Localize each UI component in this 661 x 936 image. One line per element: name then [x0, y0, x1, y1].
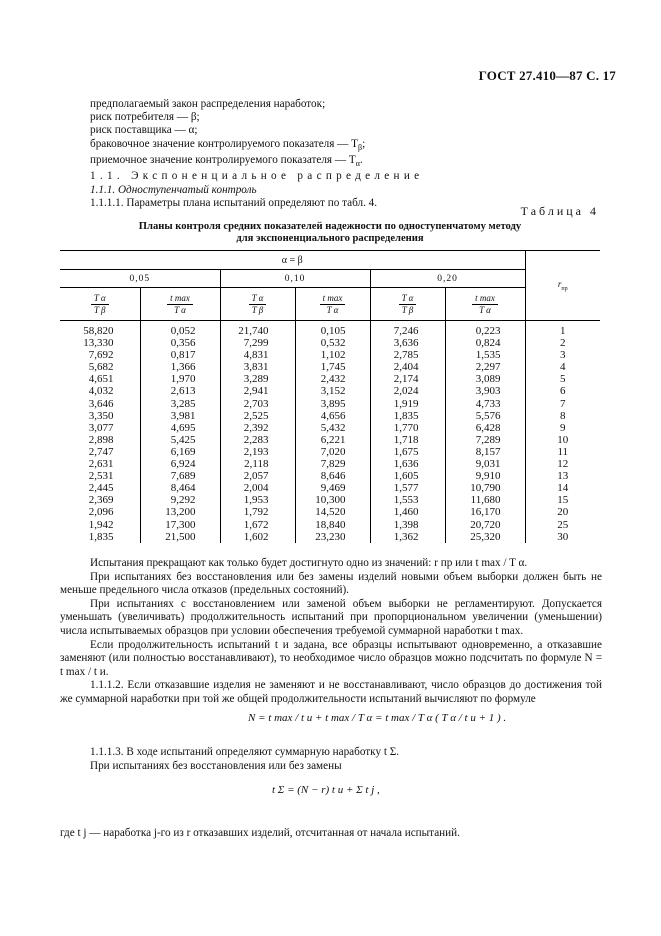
table-cell: 1,366	[140, 361, 220, 373]
table-cell: 3	[560, 349, 566, 362]
table-cell: 2,057	[220, 470, 295, 482]
paragraph: Испытания прекращают как только будет достигнуто одно из значений: r пр или t max / T α.	[90, 557, 528, 569]
table-cell: 0,105	[295, 321, 370, 338]
table-cell: 12	[557, 458, 569, 471]
table-cell: 9	[560, 421, 566, 434]
page-header: ГОСТ 27.410—87 С. 17	[478, 68, 616, 83]
frac-header: $\frac{\text{t max}}{\text{T α}}$	[445, 288, 525, 321]
paragraph: Если продолжительность испытаний t и задана, все образцы испытывают одновременно, а отказавшие заменяют (или полностью восстанавливают), то необходимое число образцов можно подсчитать по формуле N = t max / t и.	[60, 638, 602, 678]
table-cell: 0,356	[140, 337, 220, 349]
table-cell: 1,745	[295, 361, 370, 373]
frac-header: $\frac{\text{t max}}{\text{T α}}$	[295, 288, 370, 321]
table-row	[60, 410, 600, 422]
intro-line: браковочное значение контролируемого показателя — $T_\beta$;	[90, 137, 366, 152]
table-cell: 1,535	[445, 349, 525, 361]
table-row	[60, 349, 600, 361]
plans-table	[60, 250, 600, 543]
table-cell: 2,785	[370, 349, 445, 361]
group-header: 0,05	[60, 270, 220, 288]
table-cell: 3,895	[295, 398, 370, 410]
table-cell: 10	[557, 433, 569, 446]
table-row	[60, 531, 600, 543]
table-cell: 20,720	[445, 519, 525, 531]
table-cell: 10,790	[445, 482, 525, 494]
table-cell: 25,320	[445, 531, 525, 543]
table-row	[60, 398, 600, 410]
table-row	[60, 470, 600, 482]
group-header: 0,20	[370, 270, 525, 288]
table-cell: 9,031	[445, 458, 525, 470]
table-cell: 4,656	[295, 410, 370, 422]
table-cell: 5,576	[445, 410, 525, 422]
table-title: Планы контроля средних показателей надежности по одноступенчатому методу для экспоненциального распределения	[138, 221, 522, 244]
table-cell: 4,733	[445, 398, 525, 410]
table-cell: 3,903	[445, 385, 525, 397]
table-cell: 17,300	[140, 519, 220, 531]
table-cell: 6	[560, 385, 566, 398]
table-cell: 2,297	[445, 361, 525, 373]
table-cell: 1	[560, 325, 566, 337]
table-label: Таблица 4	[520, 204, 599, 218]
table-cell: 2,024	[370, 385, 445, 397]
table-row	[60, 373, 600, 385]
table-row	[60, 446, 600, 458]
table-cell: 2,613	[140, 385, 220, 397]
table-cell: 2,369	[60, 494, 140, 506]
formula-t-sum: t Σ = (N − r) t и + Σ t j ,	[272, 784, 380, 796]
table-row	[60, 434, 600, 446]
table-cell: 10,300	[295, 494, 370, 506]
table-cell: 2,174	[370, 373, 445, 385]
table-cell: 0,824	[445, 337, 525, 349]
table-cell: 8,157	[445, 446, 525, 458]
table-cell: 2,531	[60, 470, 140, 482]
table-cell: 23,230	[295, 531, 370, 543]
intro-line: риск потребителя — β;	[90, 111, 200, 124]
frac-header: $\frac{\text{T α}}{\text{T β}}$	[60, 288, 140, 321]
table-cell: 1,602	[220, 531, 295, 543]
table-cell: 2,445	[60, 482, 140, 494]
table-cell: 4,651	[60, 373, 140, 385]
table-cell: 2,941	[220, 385, 295, 397]
table-cell: 13,200	[140, 506, 220, 518]
table-cell: 1,398	[370, 519, 445, 531]
table-cell: 5,682	[60, 361, 140, 373]
section-paragraph: 1.1.1.1. Параметры плана испытаний определяют по табл. 4.	[90, 196, 378, 209]
alpha-beta-header: α = β	[60, 251, 525, 270]
intro-line: приемочное значение контролируемого показателя — $T_\alpha$.	[90, 154, 363, 169]
table-cell: 4,831	[220, 349, 295, 361]
table-cell: 1,672	[220, 519, 295, 531]
table-cell: 3,981	[140, 410, 220, 422]
table-cell: 1,919	[370, 398, 445, 410]
table-cell: 2,193	[220, 446, 295, 458]
table-cell: 0,532	[295, 337, 370, 349]
table-cell: 1,970	[140, 373, 220, 385]
group-header: 0,10	[220, 270, 370, 288]
table-cell: 9,910	[445, 470, 525, 482]
table-cell: 20	[557, 506, 569, 519]
table-cell: 8,464	[140, 482, 220, 494]
table-cell: 4,695	[140, 422, 220, 434]
table-cell: 6,924	[140, 458, 220, 470]
table-cell: 14	[557, 482, 569, 495]
table-row	[60, 385, 600, 397]
table-cell: 5,432	[295, 422, 370, 434]
table-cell: 7,299	[220, 337, 295, 349]
table-cell: 16,170	[445, 506, 525, 518]
table-cell: 7,020	[295, 446, 370, 458]
table-cell: 14,520	[295, 506, 370, 518]
last-line: где t j — наработка j-го из r отказавших изделий, отсчитанная от начала испытаний.	[60, 827, 460, 839]
table-cell: 18,840	[295, 519, 370, 531]
table-row	[60, 458, 600, 470]
table-cell: 3,636	[370, 337, 445, 349]
table-cell: 2,747	[60, 446, 140, 458]
table-cell: 7,289	[445, 434, 525, 446]
table-cell: 7,246	[370, 321, 445, 338]
table-cell: 0,817	[140, 349, 220, 361]
table-cell: 2,898	[60, 434, 140, 446]
table-cell: 1,718	[370, 434, 445, 446]
table-cell: 2,432	[295, 373, 370, 385]
table-cell: 2,404	[370, 361, 445, 373]
table-cell: 2,283	[220, 434, 295, 446]
r-header: $r_{пр}$	[525, 251, 600, 321]
table-cell: 21,500	[140, 531, 220, 543]
paragraph: 1.1.1.3. В ходе испытаний определяют суммарную наработку t Σ.	[90, 746, 400, 758]
frac-header: $\frac{\text{t max}}{\text{T α}}$	[140, 288, 220, 321]
table-cell: 2,703	[220, 398, 295, 410]
table-cell: 3,077	[60, 422, 140, 434]
paragraph: При испытаниях без восстановления или без замены изделий новыми объем выборки должен быть не меньше предельного числа отказов (предельных состояний).	[60, 570, 602, 597]
section-subheading: 1.1.1. Одноступенчатый контроль	[90, 183, 257, 196]
table-cell: 3,152	[295, 385, 370, 397]
table-cell: 11	[557, 445, 569, 458]
intro-line: риск поставщика — α;	[90, 124, 198, 137]
table-cell: 4,032	[60, 385, 140, 397]
table-cell: 3,289	[220, 373, 295, 385]
table-cell: 1,460	[370, 506, 445, 518]
table-cell: 2,525	[220, 410, 295, 422]
table-cell: 5	[560, 373, 566, 386]
table-cell: 11,680	[445, 494, 525, 506]
table-row	[60, 482, 600, 494]
table-cell: 25	[557, 518, 569, 531]
frac-header: $\frac{\text{T α}}{\text{T β}}$	[370, 288, 445, 321]
table-cell: 13,330	[60, 337, 140, 349]
table-cell: 3,646	[60, 398, 140, 410]
table-cell: 2,096	[60, 506, 140, 518]
table-row	[60, 321, 600, 338]
table-cell: 2,118	[220, 458, 295, 470]
table-cell: 2,631	[60, 458, 140, 470]
table-cell: 15	[557, 494, 569, 507]
body-text-2	[60, 746, 602, 773]
table-cell: 13	[557, 470, 569, 483]
paragraph: При испытаниях с восстановлением или заменой объем выборки не регламентируют. Допускается уменьшать (увеличивать) продолжительность испытаний при пропорциональном увеличении (уменьшении) числа испытываемых образцов при условии обеспечения требуемой суммарной наработки t max.	[60, 597, 602, 637]
table-row	[60, 519, 600, 531]
table-cell: 0,223	[445, 321, 525, 338]
formula-n: N = t max / t и + t max / T α = t max / T α ( T α / t и + 1 ) .	[248, 712, 507, 724]
table-cell: 7,689	[140, 470, 220, 482]
table-cell: 1,792	[220, 506, 295, 518]
intro-line: предполагаемый закон распределения наработок;	[90, 98, 326, 110]
table-cell: 1,770	[370, 422, 445, 434]
table-cell: 21,740	[220, 321, 295, 338]
table-cell: 9,469	[295, 482, 370, 494]
table-cell: 2,392	[220, 422, 295, 434]
section-heading: 1.1. Экспоненциальное распределение	[90, 170, 424, 183]
table-cell: 1,835	[370, 410, 445, 422]
table-row	[60, 337, 600, 349]
table-cell: 58,820	[60, 321, 140, 338]
table-cell: 1,553	[370, 494, 445, 506]
table-cell: 1,605	[370, 470, 445, 482]
table-cell: 1,577	[370, 482, 445, 494]
table-cell: 2,004	[220, 482, 295, 494]
table-cell: 4	[560, 361, 566, 374]
table-cell: 0,052	[140, 321, 220, 338]
table-row	[60, 506, 600, 518]
table-cell: 3,285	[140, 398, 220, 410]
paragraph: 1.1.1.2. Если отказавшие изделия не заменяют и не восстанавливают, число образцов до достижения той же суммарной наработки при той же общей продолжительности испытаний вычисляют по формуле	[60, 679, 602, 705]
table-cell: 1,102	[295, 349, 370, 361]
table-cell: 7	[560, 397, 566, 410]
table-cell: 1,362	[370, 531, 445, 543]
table-cell: 30	[557, 530, 569, 543]
table-cell: 1,636	[370, 458, 445, 470]
intro-block	[90, 98, 610, 210]
table-cell: 3,350	[60, 410, 140, 422]
table-cell: 8	[560, 409, 566, 422]
table-cell: 9,292	[140, 494, 220, 506]
table-cell: 2	[560, 337, 566, 350]
table-cell: 3,831	[220, 361, 295, 373]
table-cell: 1,942	[60, 519, 140, 531]
paragraph: При испытаниях без восстановления или без замены	[90, 759, 342, 772]
table-row	[60, 422, 600, 434]
table-cell: 7,829	[295, 458, 370, 470]
table-cell: 7,692	[60, 349, 140, 361]
table-row	[60, 361, 600, 373]
body-text	[60, 557, 602, 707]
table-cell: 6,169	[140, 446, 220, 458]
table-cell: 1,835	[60, 531, 140, 543]
table-cell: 6,428	[445, 422, 525, 434]
table-cell: 1,675	[370, 446, 445, 458]
table-cell: 6,221	[295, 434, 370, 446]
frac-header: $\frac{\text{T α}}{\text{T β}}$	[220, 288, 295, 321]
table-cell: 5,425	[140, 434, 220, 446]
table-cell: 1,953	[220, 494, 295, 506]
table-cell: 3,089	[445, 373, 525, 385]
table-cell: 8,646	[295, 470, 370, 482]
table-row	[60, 494, 600, 506]
